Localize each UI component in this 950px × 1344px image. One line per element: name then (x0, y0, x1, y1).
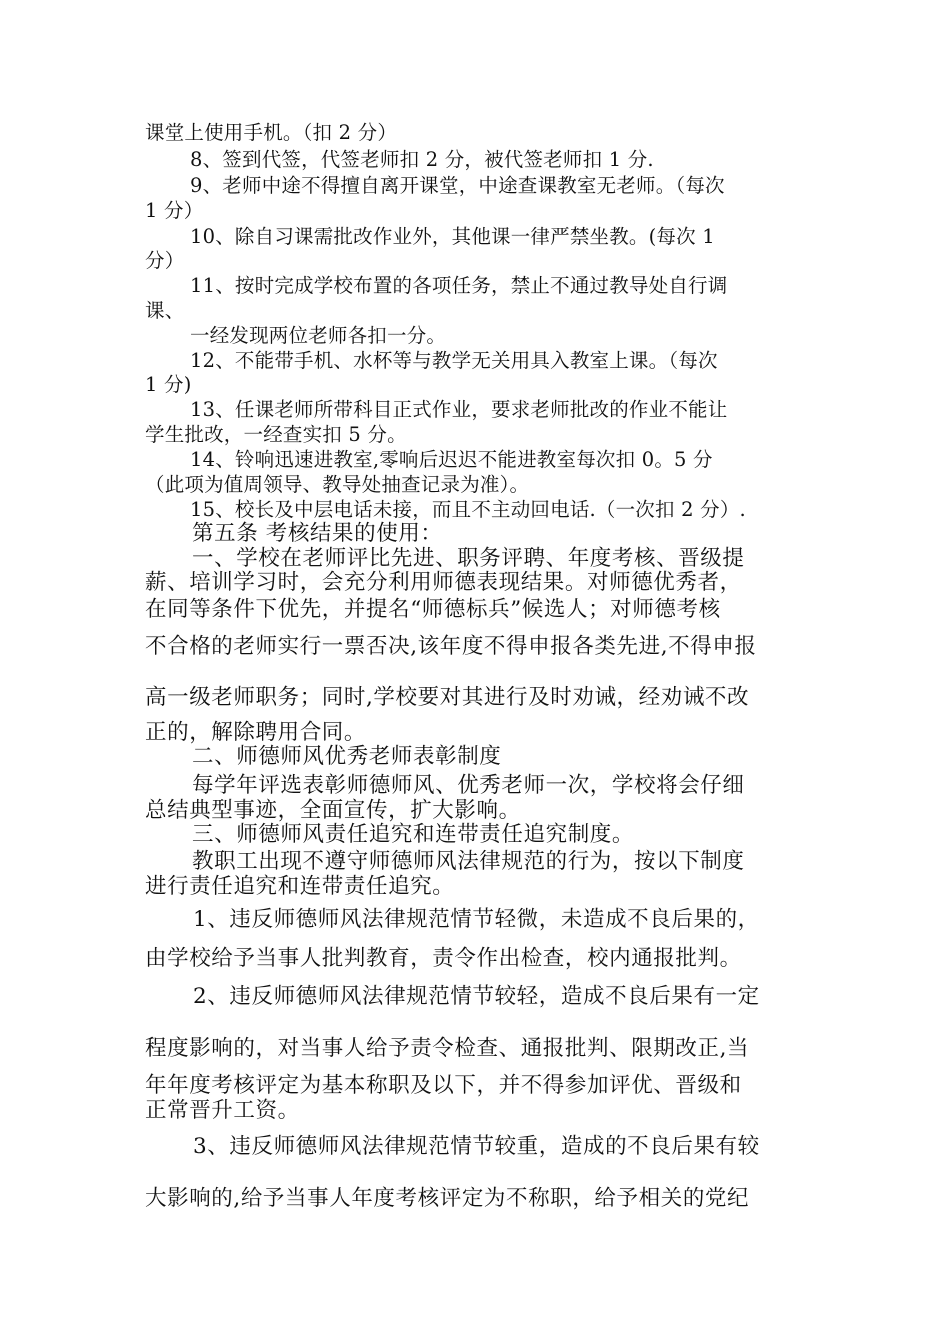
text-line: 一经发现两位老师各扣一分。 (190, 324, 447, 347)
text-line: 年年度考核评定为基本称职及以下，并不得参加评优、晋级和 (145, 1073, 742, 1098)
text-line: 8、签到代签，代签老师扣 2 分，被代签老师扣 1 分. (190, 148, 654, 171)
text-line: 教职工出现不遵守师德师风法律规范的行为，按以下制度 (192, 849, 745, 874)
text-line: 11、按时完成学校布置的各项任务，禁止不通过教导处自行调 (190, 274, 728, 297)
text-line: 1、违反师德师风法律规范情节轻微，未造成不良后果的， (193, 907, 760, 932)
text-line: 15、校长及中层电话未接，而且不主动回电话.（一次扣 2 分）. (190, 498, 746, 521)
text-line: 课、 (145, 299, 185, 322)
text-line: 二、师德师风优秀老师表彰制度 (192, 744, 502, 769)
text-line: 在同等条件下优先，并提名“师德标兵”候选人；对师德考核 (145, 597, 721, 622)
text-line: 分） (145, 249, 185, 272)
text-line: 3、违反师德师风法律规范情节较重，造成的不良后果有较 (193, 1134, 760, 1159)
text-line: 13、任课老师所带科目正式作业，要求老师批改的作业不能让 (190, 398, 728, 421)
text-line: 不合格的老师实行一票否决,该年度不得申报各类先进,不得申报 (145, 634, 757, 659)
text-line: 1 分) (145, 373, 192, 396)
text-line: 正常晋升工资。 (145, 1098, 300, 1123)
text-line: 一、学校在老师评比先进、职务评聘、年度考核、晋级提 (192, 546, 745, 571)
text-line: 12、不能带手机、水杯等与教学无关用具入教室上课。（每次 (190, 349, 718, 372)
text-line: 第五条 考核结果的使用： (192, 521, 443, 546)
text-line: 三、师德师风责任追究和连带责任追究制度。 (192, 822, 635, 847)
text-line: （此项为值周领导、教导处抽查记录为准）。 (145, 473, 530, 496)
text-line: 总结典型事迹，全面宣传，扩大影响。 (145, 798, 521, 823)
text-line: 9、老师中途不得擅自离开课堂，中途查课教室无老师。（每次 (190, 174, 725, 197)
text-line: 2、违反师德师风法律规范情节较轻，造成不良后果有一定 (193, 984, 760, 1009)
text-line: 正的，解除聘用合同。 (145, 720, 367, 745)
text-line: 进行责任追究和连带责任追究。 (145, 874, 455, 899)
text-line: 每学年评选表彰师德师风、优秀老师一次，学校将会仔细 (192, 773, 745, 798)
text-line: 14、铃响迅速进教室,零响后迟迟不能进教室每次扣 0。5 分 (190, 448, 713, 471)
text-line: 大影响的,给予当事人年度考核评定为不称职，给予相关的党纪 (145, 1186, 750, 1211)
text-line: 程度影响的，对当事人给予责令检查、通报批判、限期改正,当 (145, 1036, 750, 1061)
text-line: 课堂上使用手机。（扣 2 分） (145, 121, 398, 144)
text-line: 薪、培训学习时，会充分利用师德表现结果。对师德优秀者， (145, 570, 742, 595)
text-line: 10、除自习课需批改作业外，其他课一律严禁坐教。(每次 1 (190, 225, 715, 248)
text-line: 由学校给予当事人批判教育，责令作出检查，校内通报批判。 (145, 946, 742, 971)
text-line: 1 分） (145, 199, 204, 222)
text-line: 高一级老师职务；同时,学校要对其进行及时劝诫，经劝诫不改 (145, 685, 750, 710)
text-line: 学生批改，一经查实扣 5 分。 (145, 423, 407, 446)
